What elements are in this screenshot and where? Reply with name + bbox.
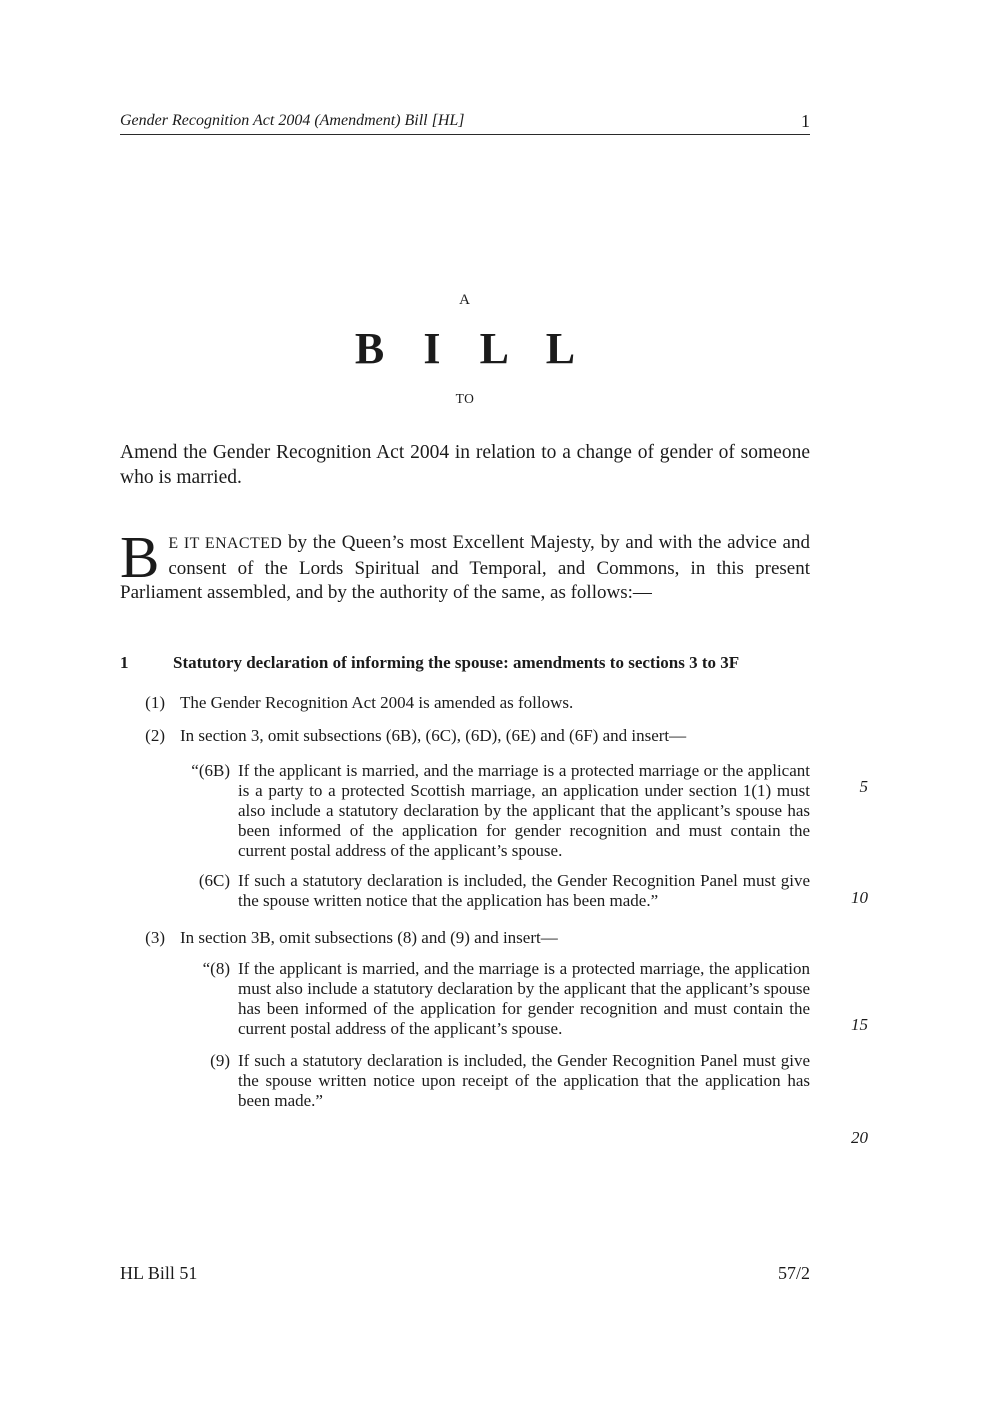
bill-word: B I L L <box>354 324 590 373</box>
subsection-text: In section 3, omit subsections (6B), (6C), (6D), (6E) and (6F) and insert— <box>180 726 687 745</box>
clause-heading: Statutory declaration of informing the spouse: amendments to sections 3 to 3F <box>173 653 740 672</box>
enacting-formula <box>120 524 810 606</box>
quoted-subsection-number: (6C) <box>198 871 230 890</box>
quoted-subsection-number: “(6B) <box>191 761 230 780</box>
quoted-subsection-number: (9) <box>210 1051 230 1070</box>
footer-bill-reference: HL Bill 51 <box>120 1263 198 1283</box>
quoted-subsection-6C <box>120 871 810 911</box>
page-footer <box>120 1263 810 1284</box>
subsection-2 <box>120 726 810 746</box>
quoted-subsection-8 <box>120 959 810 1039</box>
margin-line-number-15: 15 <box>851 1015 868 1034</box>
enacting-smallcaps: E IT ENACTED <box>168 535 283 552</box>
subsection-number: (1) <box>145 693 165 712</box>
subsection-number: (3) <box>145 928 165 947</box>
quoted-subsection-6B <box>120 761 810 861</box>
clause-1 <box>120 653 810 1111</box>
margin-line-number-5: 5 <box>859 777 868 796</box>
enacting-text: by the Queen’s most Excellent Majesty, by and with the advice and consent of the Lords Spiritual and Temporal, and Commons, in this present Parliament assembled, and by the authority of the same, as follows:— <box>120 532 810 603</box>
quoted-subsection-number: “(8) <box>202 959 230 978</box>
bill-to: TO <box>455 391 475 406</box>
clause-number: 1 <box>120 653 129 672</box>
clause-heading-row <box>120 653 810 673</box>
bill-title-block <box>120 292 810 407</box>
page-number: 1 <box>801 111 810 131</box>
bill-article-a: A <box>459 292 471 308</box>
subsection-3 <box>120 928 810 948</box>
subsection-number: (2) <box>145 726 165 745</box>
running-header-title: Gender Recognition Act 2004 (Amendment) Bill [HL] <box>120 112 465 129</box>
quoted-subsection-text: If such a statutory declaration is included, the Gender Recognition Panel must give the spouse written notice that the application has been made.” <box>238 871 810 910</box>
long-title: Amend the Gender Recognition Act 2004 in relation to a change of gender of someone who is married. <box>120 442 810 488</box>
enacting-dropcap: B <box>120 524 160 590</box>
subsection-text: The Gender Recognition Act 2004 is amended as follows. <box>180 693 574 712</box>
margin-line-number-20: 20 <box>851 1128 868 1147</box>
quoted-subsection-9 <box>120 1051 810 1111</box>
subsection-1 <box>120 693 810 713</box>
margin-line-number-10: 10 <box>851 888 868 907</box>
quoted-subsection-text: If such a statutory declaration is included, the Gender Recognition Panel must give the spouse written notice upon receipt of the application that the application has been made.” <box>238 1051 810 1110</box>
running-header <box>120 112 810 135</box>
quoted-subsection-text: If the applicant is married, and the marriage is a protected marriage or the applicant is a party to a protected Scottish marriage, an application under section 1(1) must also include a statutory declaration by the applicant that the applicant’s spouse has been informed of the application for gender recognition and must contain the current postal address of the applicant’s spouse. <box>238 761 810 860</box>
footer-session-reference: 57/2 <box>777 1263 810 1283</box>
subsection-text: In section 3B, omit subsections (8) and (9) and insert— <box>180 928 558 947</box>
quoted-subsection-text: If the applicant is married, and the marriage is a protected marriage, the application must also include a statutory declaration by the applicant that the applicant’s spouse has been informed of the application for gender recognition and must contain the current postal address of the applicant’s spouse. <box>238 959 810 1038</box>
